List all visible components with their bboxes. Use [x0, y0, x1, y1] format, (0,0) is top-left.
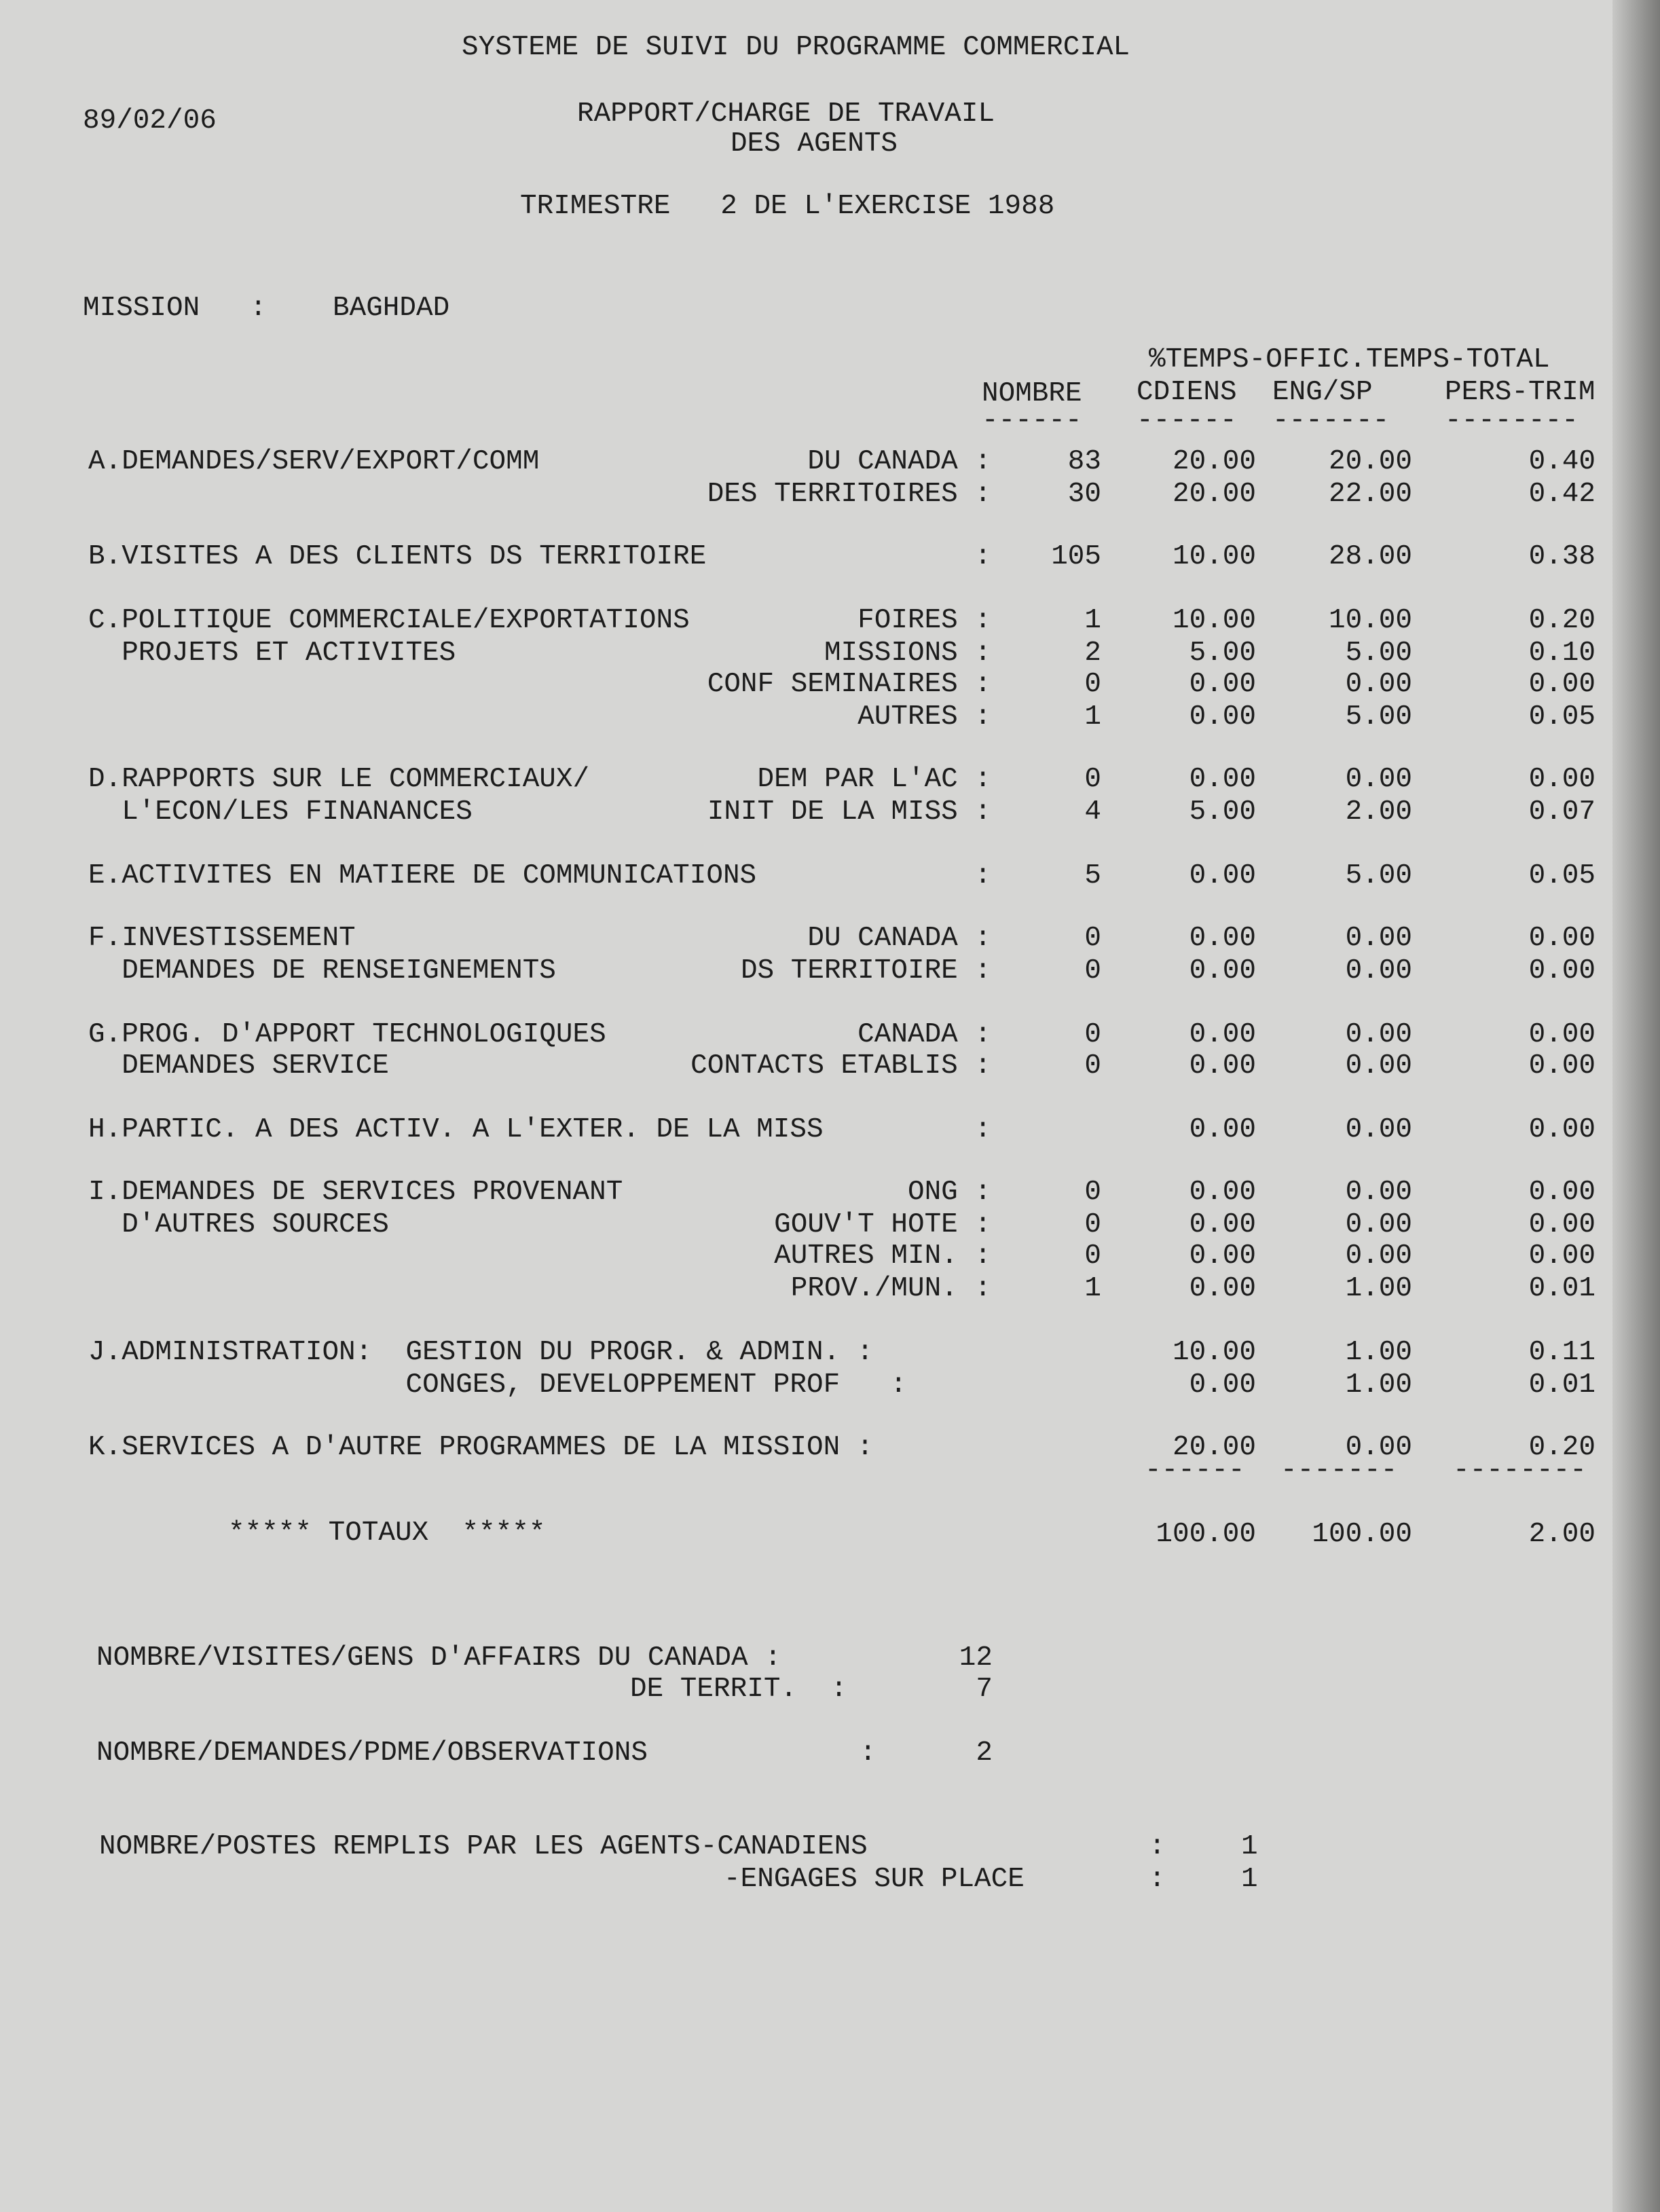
- row-pers-trim: 0.00: [1528, 1177, 1596, 1208]
- row-sublabel: :: [974, 1114, 991, 1145]
- col-header-cdiens: CDIENS: [1137, 377, 1237, 408]
- row-engsp: 0.00: [1345, 764, 1412, 795]
- totals-rule-cdiens: ------: [1145, 1455, 1245, 1486]
- row-pers-trim: 0.00: [1528, 764, 1596, 795]
- row-cdiens: 5.00: [1189, 796, 1256, 828]
- row-engsp: 2.00: [1345, 796, 1412, 828]
- page-edge-shadow: [1612, 0, 1660, 2212]
- row-engsp: 0.00: [1345, 1209, 1412, 1240]
- row-pers-trim: 0.00: [1528, 1050, 1596, 1082]
- row-nombre: 0: [1084, 1209, 1101, 1240]
- pdme-value: 2: [976, 1737, 993, 1769]
- engages-value: 1: [1241, 1864, 1258, 1895]
- engages-colon: :: [1149, 1864, 1166, 1895]
- row-cdiens: 0.00: [1189, 955, 1256, 987]
- row-label: L'ECON/LES FINANANCES: [88, 796, 473, 828]
- row-sublabel: DU CANADA :: [807, 923, 991, 954]
- row-cdiens: 0.00: [1189, 764, 1256, 795]
- row-cdiens: 0.00: [1189, 1209, 1256, 1240]
- row-pers-trim: 0.00: [1528, 1114, 1596, 1145]
- mission-value: BAGHDAD: [333, 293, 450, 324]
- row-nombre: 1: [1084, 701, 1101, 733]
- visits-canada-value: 12: [959, 1642, 993, 1674]
- row-engsp: 0.00: [1345, 1432, 1412, 1463]
- row-pers-trim: 0.05: [1528, 860, 1596, 891]
- row-pers-trim: 0.11: [1528, 1337, 1596, 1368]
- row-engsp: 0.00: [1345, 955, 1412, 987]
- row-nombre: 0: [1084, 1019, 1101, 1050]
- col-header-pct-temps: %TEMPS-OFFIC.: [1149, 344, 1366, 375]
- row-cdiens: 10.00: [1172, 1337, 1256, 1368]
- row-nombre: 0: [1084, 1240, 1101, 1272]
- row-cdiens: 0.00: [1189, 669, 1256, 700]
- row-cdiens: 0.00: [1189, 923, 1256, 954]
- row-sublabel: ONG :: [907, 1177, 991, 1208]
- row-pers-trim: 0.00: [1528, 1019, 1596, 1050]
- report-title-line2: DES AGENTS: [731, 128, 898, 160]
- row-sublabel: INIT DE LA MISS :: [707, 796, 991, 828]
- row-sublabel: CONF SEMINAIRES :: [707, 669, 991, 700]
- row-nombre: 4: [1084, 796, 1101, 828]
- row-cdiens: 10.00: [1172, 605, 1256, 636]
- row-label: DEMANDES SERVICE: [88, 1050, 389, 1082]
- row-label: PROJETS ET ACTIVITES: [88, 638, 456, 669]
- totals-engsp: 100.00: [1312, 1519, 1412, 1550]
- pdme-label: NOMBRE/DEMANDES/PDME/OBSERVATIONS: [96, 1737, 648, 1769]
- row-engsp: 22.00: [1328, 479, 1412, 510]
- row-cdiens: 20.00: [1172, 446, 1256, 477]
- col-header-pers-trim: PERS-TRIM: [1445, 377, 1596, 408]
- row-label: E.ACTIVITES EN MATIERE DE COMMUNICATIONS: [88, 860, 757, 891]
- row-cdiens: 0.00: [1189, 1114, 1256, 1145]
- totals-cdiens: 100.00: [1156, 1519, 1256, 1550]
- col-header-engsp: ENG/SP: [1272, 377, 1373, 408]
- visits-territ-value: 7: [976, 1674, 993, 1705]
- row-sublabel: GOUV'T HOTE :: [774, 1209, 991, 1240]
- row-nombre: 1: [1084, 605, 1101, 636]
- row-nombre: 2: [1084, 638, 1101, 669]
- row-label: J.ADMINISTRATION: GESTION DU PROGR. & ADMIN. :: [88, 1337, 874, 1368]
- row-cdiens: 0.00: [1189, 1369, 1256, 1401]
- row-pers-trim: 0.01: [1528, 1369, 1596, 1401]
- row-label: D.RAPPORTS SUR LE COMMERCIAUX/: [88, 764, 590, 795]
- row-label: CONGES, DEVELOPPEMENT PROF :: [88, 1369, 907, 1401]
- row-sublabel: CONTACTS ETABLIS :: [690, 1050, 991, 1082]
- row-sublabel: DS TERRITOIRE :: [740, 955, 991, 987]
- row-sublabel: MISSIONS :: [824, 638, 991, 669]
- report-system-title: SYSTEME DE SUIVI DU PROGRAMME COMMERCIAL: [462, 32, 1130, 63]
- row-pers-trim: 0.10: [1528, 638, 1596, 669]
- totals-label: ***** TOTAUX *****: [228, 1517, 546, 1549]
- row-pers-trim: 0.38: [1528, 541, 1596, 572]
- row-pers-trim: 0.05: [1528, 701, 1596, 733]
- row-cdiens: 0.00: [1189, 1019, 1256, 1050]
- row-sublabel: CANADA :: [857, 1019, 991, 1050]
- mission-label: MISSION :: [83, 293, 267, 324]
- visits-canada-label: NOMBRE/VISITES/GENS D'AFFAIRS DU CANADA :: [96, 1642, 781, 1674]
- row-label: C.POLITIQUE COMMERCIALE/EXPORTATIONS: [88, 605, 690, 636]
- row-nombre: 0: [1084, 923, 1101, 954]
- row-pers-trim: 0.00: [1528, 923, 1596, 954]
- row-engsp: 28.00: [1328, 541, 1412, 572]
- engages-label: -ENGAGES SUR PLACE: [724, 1864, 1025, 1895]
- row-label: I.DEMANDES DE SERVICES PROVENANT: [88, 1177, 623, 1208]
- row-label: B.VISITES A DES CLIENTS DS TERRITOIRE: [88, 541, 707, 572]
- row-pers-trim: 0.00: [1528, 955, 1596, 987]
- report-date: 89/02/06: [83, 105, 217, 136]
- row-engsp: 0.00: [1345, 1177, 1412, 1208]
- row-label: D'AUTRES SOURCES: [88, 1209, 389, 1240]
- row-label: G.PROG. D'APPORT TECHNOLOGIQUES: [88, 1019, 606, 1050]
- rule-nombre: ------: [982, 405, 1082, 437]
- row-engsp: 20.00: [1328, 446, 1412, 477]
- row-pers-trim: 0.20: [1528, 605, 1596, 636]
- row-engsp: 10.00: [1328, 605, 1412, 636]
- row-pers-trim: 0.20: [1528, 1432, 1596, 1463]
- row-sublabel: DEM PAR L'AC :: [757, 764, 991, 795]
- col-header-nombre: NOMBRE: [982, 378, 1082, 409]
- rule-cdiens: ------: [1137, 405, 1237, 437]
- row-cdiens: 20.00: [1172, 1432, 1256, 1463]
- row-label: F.INVESTISSEMENT: [88, 923, 356, 954]
- row-nombre: 0: [1084, 764, 1101, 795]
- row-sublabel: FOIRES :: [857, 605, 991, 636]
- row-engsp: 1.00: [1345, 1337, 1412, 1368]
- row-engsp: 0.00: [1345, 1019, 1412, 1050]
- row-sublabel: AUTRES MIN. :: [774, 1240, 991, 1272]
- row-sublabel: PROV./MUN. :: [790, 1273, 991, 1304]
- rule-pers-trim: --------: [1445, 405, 1579, 437]
- row-pers-trim: 0.01: [1528, 1273, 1596, 1304]
- row-nombre: 0: [1084, 1050, 1101, 1082]
- row-label: A.DEMANDES/SERV/EXPORT/COMM: [88, 446, 540, 477]
- row-label: K.SERVICES A D'AUTRE PROGRAMMES DE LA MISSION :: [88, 1432, 874, 1463]
- row-sublabel: AUTRES :: [857, 701, 991, 733]
- row-nombre: 30: [1067, 479, 1101, 510]
- row-nombre: 0: [1084, 1177, 1101, 1208]
- row-pers-trim: 0.00: [1528, 669, 1596, 700]
- row-cdiens: 0.00: [1189, 1050, 1256, 1082]
- row-pers-trim: 0.07: [1528, 796, 1596, 828]
- row-cdiens: 0.00: [1189, 1177, 1256, 1208]
- postes-value: 1: [1241, 1831, 1258, 1862]
- totals-rule-engsp: -------: [1280, 1455, 1398, 1486]
- row-pers-trim: 0.00: [1528, 1240, 1596, 1272]
- postes-colon: :: [1149, 1831, 1166, 1862]
- postes-label: NOMBRE/POSTES REMPLIS PAR LES AGENTS-CANADIENS: [99, 1831, 868, 1862]
- row-engsp: 0.00: [1345, 1114, 1412, 1145]
- row-engsp: 5.00: [1345, 638, 1412, 669]
- row-pers-trim: 0.40: [1528, 446, 1596, 477]
- row-engsp: 1.00: [1345, 1273, 1412, 1304]
- row-engsp: 0.00: [1345, 669, 1412, 700]
- row-pers-trim: 0.00: [1528, 1209, 1596, 1240]
- row-engsp: 1.00: [1345, 1369, 1412, 1401]
- row-engsp: 0.00: [1345, 1050, 1412, 1082]
- totals-rule-pers: --------: [1453, 1455, 1587, 1486]
- report-period: TRIMESTRE 2 DE L'EXERCISE 1988: [520, 191, 1055, 222]
- row-cdiens: 0.00: [1189, 701, 1256, 733]
- totals-pers: 2.00: [1528, 1519, 1596, 1550]
- rule-engsp: -------: [1272, 405, 1390, 437]
- row-cdiens: 10.00: [1172, 541, 1256, 572]
- row-cdiens: 20.00: [1172, 479, 1256, 510]
- row-label: DEMANDES DE RENSEIGNEMENTS: [88, 955, 556, 987]
- row-nombre: 1: [1084, 1273, 1101, 1304]
- visits-territ-label: DE TERRIT. :: [630, 1674, 847, 1705]
- pdme-colon: :: [860, 1737, 877, 1769]
- row-pers-trim: 0.42: [1528, 479, 1596, 510]
- row-sublabel: DES TERRITOIRES :: [707, 479, 991, 510]
- col-header-temps-total: TEMPS-TOTAL: [1366, 344, 1550, 375]
- row-cdiens: 5.00: [1189, 638, 1256, 669]
- row-engsp: 5.00: [1345, 701, 1412, 733]
- row-engsp: 0.00: [1345, 923, 1412, 954]
- row-sublabel: :: [974, 860, 991, 891]
- row-engsp: 5.00: [1345, 860, 1412, 891]
- row-label: H.PARTIC. A DES ACTIV. A L'EXTER. DE LA MISS: [88, 1114, 824, 1145]
- row-sublabel: :: [974, 541, 991, 572]
- row-engsp: 0.00: [1345, 1240, 1412, 1272]
- row-cdiens: 0.00: [1189, 1273, 1256, 1304]
- row-cdiens: 0.00: [1189, 860, 1256, 891]
- row-nombre: 0: [1084, 669, 1101, 700]
- row-nombre: 5: [1084, 860, 1101, 891]
- row-nombre: 0: [1084, 955, 1101, 987]
- row-sublabel: DU CANADA :: [807, 446, 991, 477]
- row-nombre: 105: [1051, 541, 1101, 572]
- row-cdiens: 0.00: [1189, 1240, 1256, 1272]
- report-title-line1: RAPPORT/CHARGE DE TRAVAIL: [577, 98, 995, 130]
- row-nombre: 83: [1067, 446, 1101, 477]
